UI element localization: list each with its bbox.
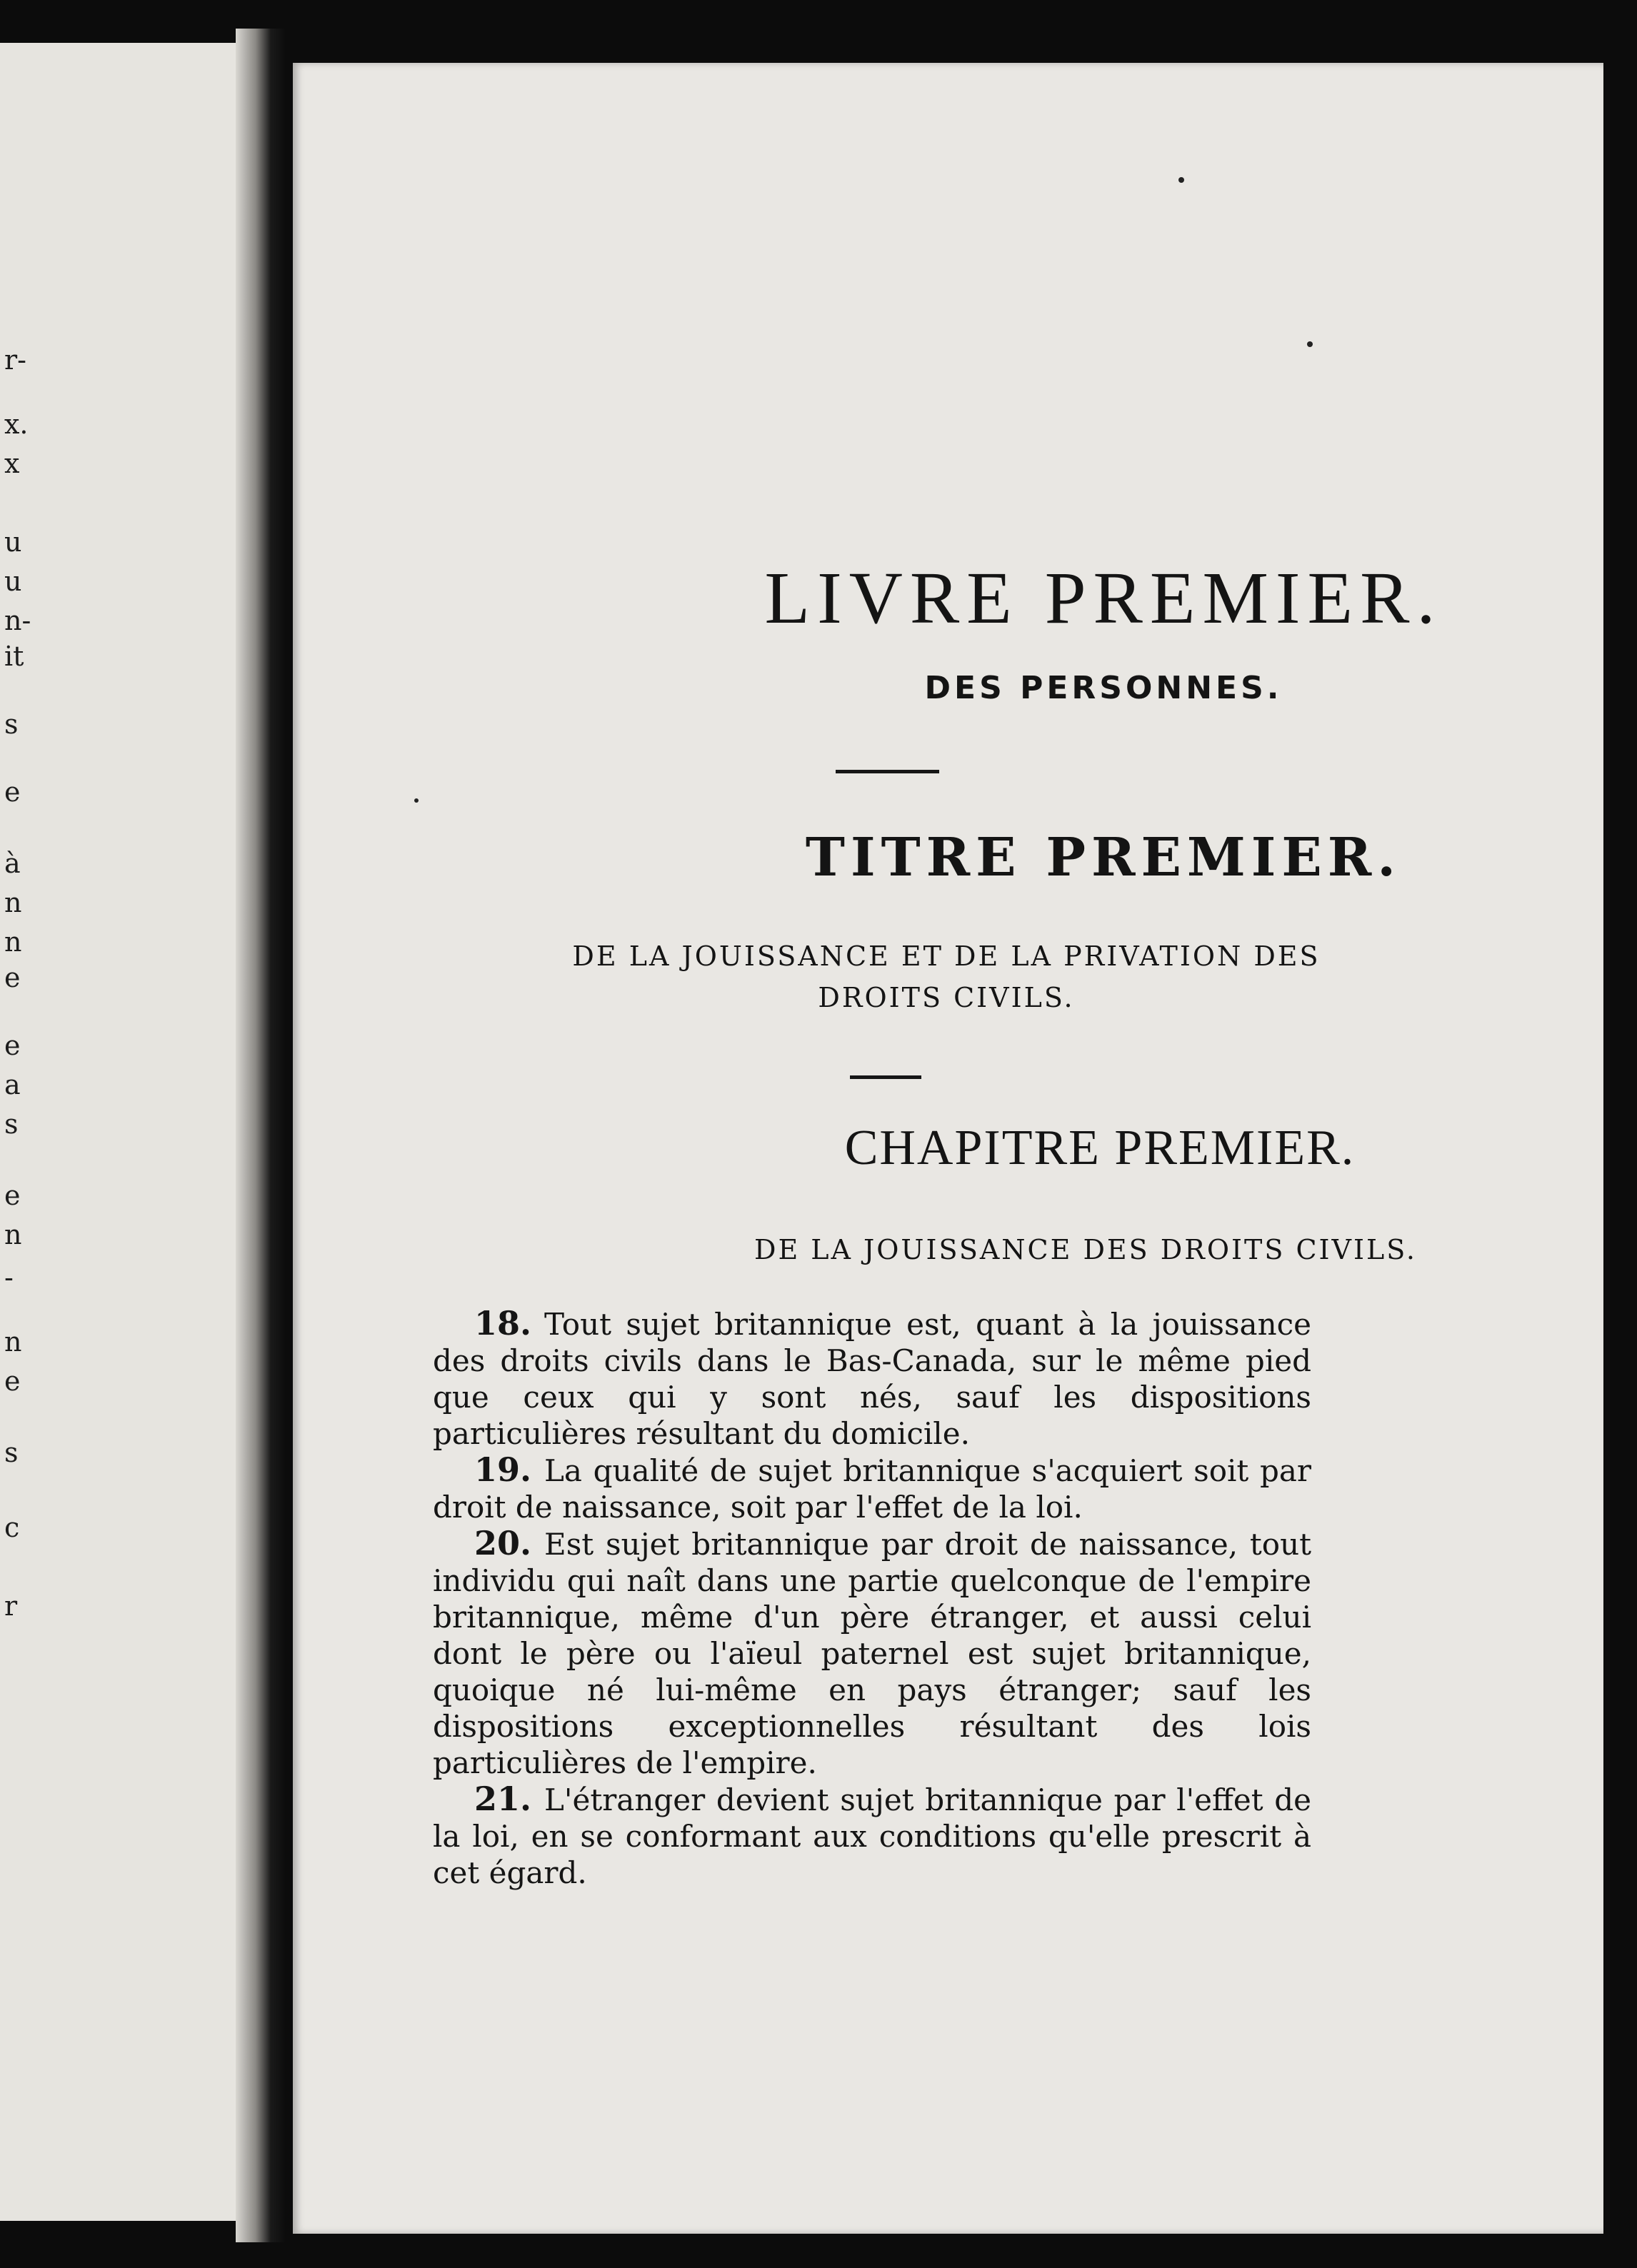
- margin-fragment: s: [4, 708, 19, 740]
- article-number: 21.: [474, 1780, 532, 1818]
- article-number: 19.: [474, 1450, 532, 1489]
- article-text: Tout sujet britannique est, quant à la jouissance des droits civils dans le Bas-Canada, sur le même pied que ceux qui y sont nés, sauf les dispositions particulières résultant du domicile.: [433, 1307, 1311, 1451]
- margin-fragment: x: [4, 448, 20, 479]
- margin-fragment: e: [4, 1030, 21, 1061]
- margin-fragment: s: [4, 1108, 19, 1140]
- book-page: [293, 63, 1603, 2234]
- article-list: [433, 1305, 1311, 1891]
- margin-fragment: -: [4, 1262, 14, 1293]
- article: [433, 1452, 1311, 1525]
- paper-speck: [414, 798, 419, 803]
- article-text: Est sujet britannique par droit de naissance, tout individu qui naît dans une partie quelconque de l'empire britannique, même d'un père étranger, et aussi celui dont le père ou l'aïeul paternel est sujet britannique, quoique né lui-même en pays étranger; sauf les dispositions exceptionnelles résultant des lois particulières de l'empire.: [433, 1527, 1311, 1780]
- previous-page-fragment: [0, 43, 243, 2221]
- margin-fragment: a: [4, 1069, 21, 1100]
- article: [433, 1525, 1311, 1781]
- margin-fragment: s: [4, 1437, 19, 1468]
- paper-speck: [1307, 341, 1313, 347]
- titre-subtitle: [429, 935, 1464, 1018]
- chapitre-subtitle: DE LA JOUISSANCE DES DROITS CIVILS.: [754, 1234, 1417, 1265]
- margin-fragment: e: [4, 776, 21, 808]
- titre-title: TITRE PREMIER.: [805, 827, 1402, 888]
- section-divider: [836, 770, 939, 773]
- titre-subtitle-line: DE LA JOUISSANCE ET DE LA PRIVATION DES: [572, 940, 1321, 972]
- margin-fragment: e: [4, 962, 21, 993]
- titre-subtitle-line: DROITS CIVILS.: [818, 982, 1075, 1013]
- article: [433, 1781, 1311, 1891]
- livre-title: LIVRE PREMIER.: [764, 557, 1443, 639]
- margin-fragment: n: [4, 926, 22, 958]
- section-divider: [850, 1075, 921, 1079]
- margin-fragment: u: [4, 566, 22, 597]
- livre-subtitle: DES PERSONNES.: [924, 670, 1283, 706]
- margin-fragment: à: [4, 848, 21, 879]
- margin-fragment: e: [4, 1180, 21, 1211]
- margin-fragment: x.: [4, 408, 29, 440]
- article-number: 18.: [474, 1304, 532, 1343]
- margin-fragment: u: [4, 526, 22, 558]
- margin-fragment: r: [4, 1590, 18, 1622]
- margin-fragment: e: [4, 1365, 21, 1397]
- margin-fragment: it: [4, 641, 24, 672]
- article-text: La qualité de sujet britannique s'acquiert soit par droit de naissance, soit par l'effet de la loi.: [433, 1453, 1311, 1525]
- paper-speck: [1178, 177, 1184, 183]
- article-number: 20.: [474, 1524, 532, 1562]
- margin-fragment: r-: [4, 344, 27, 376]
- margin-fragment: n-: [4, 605, 31, 636]
- article: [433, 1305, 1311, 1452]
- margin-fragment: n: [4, 1326, 22, 1358]
- article-text: L'étranger devient sujet britannique par l'effet de la loi, en se conformant aux conditions qu'elle prescrit à cet égard.: [433, 1782, 1311, 1890]
- chapitre-title: CHAPITRE PREMIER.: [844, 1120, 1356, 1175]
- margin-fragment: n: [4, 1219, 22, 1250]
- margin-fragment: n: [4, 887, 22, 918]
- margin-fragment: c: [4, 1512, 20, 1543]
- book-gutter: [236, 29, 286, 2242]
